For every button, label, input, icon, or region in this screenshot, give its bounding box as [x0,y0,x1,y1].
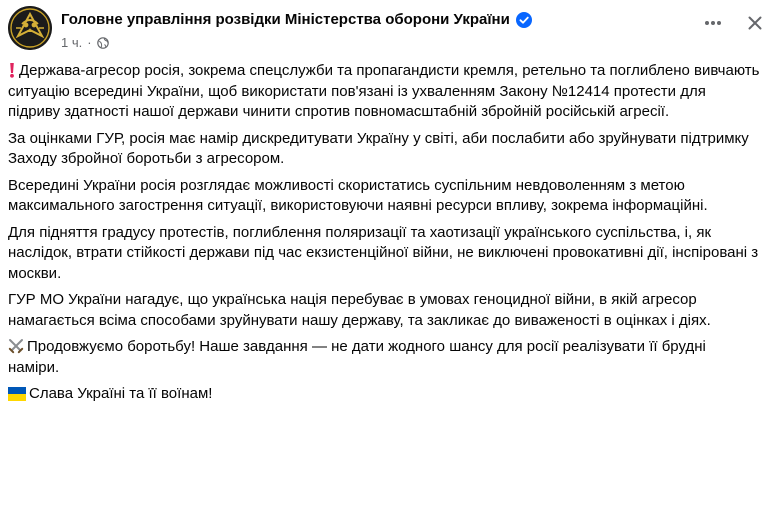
close-post-button[interactable] [737,5,773,41]
post-paragraph-5 [8,290,760,331]
post-paragraph-4 [8,223,760,285]
post-body [8,61,760,411]
paragraph-text: Слава Україні та її воїнам! [29,385,213,402]
gur-emblem-avatar[interactable] [8,6,52,50]
post-paragraph-7 [8,384,760,405]
post-time-link[interactable]: 1 ч. [61,35,83,50]
ukraine-flag-emoji [8,387,26,401]
author-line [61,11,532,28]
post-paragraph-3 [8,176,760,217]
post-header [8,5,773,61]
post-paragraph-1 [8,61,760,123]
meta-separator: · [87,35,92,50]
paragraph-text: За оцінками ГУР, росія має намір дискредитувати Україну у світі, аби послабити або зруйнувати підтримку Заходу збройної боротьби з агресором. [8,129,749,167]
paragraph-text: Держава-агресор росія, зокрема спецслужби та пропагандисти кремля, ретельно та поглиблено вивчають ситуацію всередині України, щоб використати пов'язані із ухваленням Закону №12414 протести для підриву здатності нашої держави чинити спротив повномасштабній збройній російській агресії. [8,62,760,120]
author-name-link[interactable]: Головне управління розвідки Міністерства оборони України [61,11,510,28]
paragraph-text: Всередині України росія розглядає можливості скористатись суспільним невдоволенням з метою максимального загострення ситуації, використовуючи наявні ресурси впливу, зокрема інформаційні. [8,176,708,214]
post-paragraph-6 [8,337,760,378]
owl-emblem-icon [8,6,52,50]
paragraph-text: Продовжуємо боротьбу! Наше завдання — не дати жодного шансу для росії реалізувати її брудні наміри. [8,338,706,376]
post-paragraph-2 [8,129,760,170]
more-horizontal-icon [703,13,723,33]
exclamation-emoji [8,62,16,78]
post-meta [61,35,109,50]
globe-icon[interactable] [97,37,109,49]
paragraph-text: Для підняття градусу протестів, поглиблення поляризації та хаотизації українського суспільства, і, як наслідок, втрати стійкості держави під час екзистенційної війни, не виключені провокативні дії, інспіровані з москви. [8,223,759,282]
more-options-button[interactable] [695,5,731,41]
close-icon [745,13,765,33]
verified-badge-icon [516,12,532,28]
crossed-swords-emoji [8,338,24,354]
paragraph-text: ГУР МО України нагадує, що українська нація перебуває в умовах геноцидної війни, в якій агресор намагається всіма способами зруйнувати нашу державу, та закликає до виваженості в оцінках і діях. [8,291,711,329]
